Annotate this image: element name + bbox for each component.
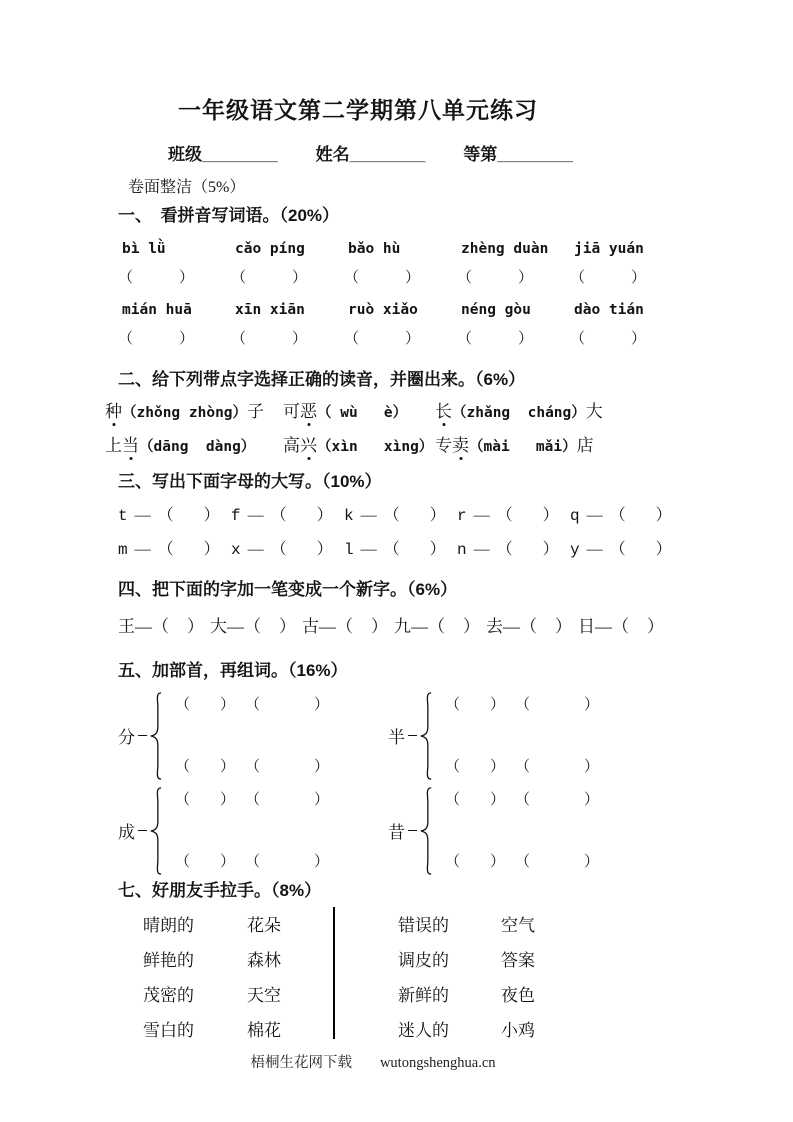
answer-bracket: （ ）: [245, 853, 330, 870]
match-pair: 晴朗的 花朵: [143, 916, 281, 935]
answer-bracket: （ ）: [344, 270, 421, 286]
dash: —: [319, 617, 336, 636]
answer-bracket-row-1: [118, 268, 683, 288]
answer-bracket: （ ）: [457, 270, 534, 286]
connector-line: [408, 735, 417, 737]
name-blank: ________: [349, 145, 426, 164]
pinyin-options: （mài mǎi）: [469, 439, 577, 455]
dotted-char: 当: [122, 436, 139, 455]
curly-brace: [148, 785, 163, 877]
dash: —: [247, 541, 264, 558]
letter-item: l — （ ）: [344, 541, 446, 559]
answer-bracket: （ ）: [520, 617, 572, 636]
matching-left-column: [143, 906, 333, 1046]
add-stroke-item: 古—（ ）: [302, 617, 388, 636]
grade-field: [463, 144, 573, 166]
match-pair: 新鲜的 夜色: [398, 986, 535, 1005]
pinyin-word: mián huā: [122, 302, 192, 318]
add-stroke-item: 王—（ ）: [118, 617, 204, 636]
match-pair: 迷人的 小鸡: [398, 1021, 535, 1040]
dotted-char: 卖: [452, 436, 469, 455]
pinyin-word: néng gòu: [461, 302, 531, 318]
answer-bracket: （ ）: [570, 331, 647, 347]
header-fields: [118, 144, 623, 166]
answer-bracket: （ ）: [245, 758, 330, 775]
pinyin-word: xīn xiān: [235, 302, 305, 318]
dash: —: [134, 507, 151, 524]
phonetic-choice-row-1: [105, 400, 683, 425]
answer-bracket: （ ）: [231, 331, 308, 347]
answer-bracket: （ ）: [175, 853, 236, 870]
page-footer: [118, 1054, 628, 1073]
curly-brace: [418, 690, 433, 782]
answer-bracket: （ ）: [152, 617, 204, 636]
grade-blank: ________: [497, 145, 573, 164]
match-pair: 错误的 空气: [398, 916, 535, 935]
dash: —: [473, 541, 490, 558]
dash: —: [411, 617, 428, 636]
add-stroke-item: 九—（ ）: [394, 617, 480, 636]
answer-bracket: （ ）: [157, 507, 220, 524]
matching-right-column: [398, 906, 535, 1046]
radical-row-1: [118, 688, 683, 783]
phonetic-choice-item: 可恶（ wù è）: [283, 402, 408, 421]
curly-brace: [418, 785, 433, 877]
answer-bracket: （ ）: [157, 541, 220, 558]
answer-bracket: （ ）: [270, 541, 333, 558]
pinyin-row-1: [118, 240, 683, 259]
pinyin-options: （ wù è）: [317, 405, 408, 421]
answer-bracket: （ ）: [244, 617, 296, 636]
dash: —: [134, 541, 151, 558]
section-4-heading: 四、把下面的字加一笔变成一个新字。（6%）: [118, 580, 458, 599]
answer-bracket: （ ）: [445, 853, 506, 870]
letter-item: f — （ ）: [231, 507, 333, 525]
answer-bracket: （ ）: [231, 270, 308, 286]
dotted-char: 种: [105, 402, 122, 421]
answer-bracket: （ ）: [457, 331, 534, 347]
match-pair: 调皮的 答案: [398, 951, 535, 970]
answer-bracket: （ ）: [175, 696, 236, 713]
letter-item: y — （ ）: [570, 541, 672, 559]
dash: —: [360, 507, 377, 524]
answer-bracket: （ ）: [428, 617, 480, 636]
name-label: 姓名: [315, 145, 350, 164]
radical-group-cheng: [118, 785, 388, 877]
phonetic-choice-item: 上当（dāng dàng）: [105, 436, 256, 455]
pinyin-word: ruò xiǎo: [348, 302, 418, 318]
phonetic-choice-row-2: [105, 434, 683, 459]
answer-bracket: （ ）: [175, 758, 236, 775]
add-stroke-item: 去—（ ）: [486, 617, 572, 636]
answer-bracket: （ ）: [383, 541, 446, 558]
radical-group-fen: [118, 690, 388, 782]
letter-item: r — （ ）: [457, 507, 559, 525]
phonetic-choice-item: 长（zhǎng cháng）大: [435, 402, 603, 421]
answer-bracket: （ ）: [245, 696, 330, 713]
answer-bracket: （ ）: [496, 541, 559, 558]
match-pair: 雪白的 棉花: [143, 1021, 281, 1040]
add-stroke-item: 大—（ ）: [210, 617, 296, 636]
dash: —: [135, 617, 152, 636]
answer-bracket: （ ）: [515, 853, 600, 870]
dash: —: [360, 541, 377, 558]
neatness-note: 卷面整洁（5%）: [128, 179, 246, 196]
answer-bracket: （ ）: [570, 270, 647, 286]
footer-url: wutongshenghua.cn: [379, 1055, 496, 1071]
pinyin-options: （zhǒng zhòng）: [122, 405, 248, 421]
name-field: [316, 144, 426, 166]
section-2-heading: 二、给下列带点字选择正确的读音，并圈出来。（6%）: [118, 370, 526, 389]
answer-bracket: （ ）: [612, 617, 664, 636]
letter-item: t — （ ）: [118, 507, 220, 525]
pinyin-word: bì lǜ: [122, 241, 166, 257]
letter-item: q — （ ）: [570, 507, 672, 525]
base-char: 昔: [388, 823, 405, 842]
page-title: 一年级语文第二学期第八单元练习: [178, 98, 538, 123]
grade-label: 等第: [463, 145, 498, 164]
add-stroke-item: 日—（ ）: [578, 617, 664, 636]
letter-item: m — （ ）: [118, 541, 220, 559]
answer-bracket: （ ）: [445, 696, 506, 713]
answer-bracket: （ ）: [609, 507, 672, 524]
answer-bracket: （ ）: [496, 507, 559, 524]
answer-bracket: （ ）: [118, 270, 195, 286]
pinyin-word: jiā yuán: [574, 241, 644, 257]
class-label: 班级: [168, 145, 203, 164]
connector-line: [408, 830, 417, 832]
dash: —: [247, 507, 264, 524]
pinyin-word: cǎo píng: [235, 241, 305, 257]
dash: —: [586, 507, 603, 524]
letters-row-1: [118, 505, 683, 527]
letters-row-2: [118, 539, 683, 561]
base-char: 半: [388, 728, 405, 747]
base-char: 分: [118, 728, 135, 747]
match-pair: 鲜艳的 森林: [143, 951, 281, 970]
curly-brace: [148, 690, 163, 782]
dash: —: [227, 617, 244, 636]
pinyin-row-2: [118, 301, 683, 320]
dash: —: [586, 541, 603, 558]
dotted-char: 长: [435, 402, 452, 421]
answer-bracket: （ ）: [515, 696, 600, 713]
answer-bracket-row-2: [118, 329, 683, 349]
answer-bracket: （ ）: [118, 331, 195, 347]
answer-bracket: （ ）: [445, 758, 506, 775]
section-1-heading: 一、 看拼音写词语。（20%）: [118, 206, 340, 225]
radical-group-ban: [388, 690, 599, 782]
dotted-char: 兴: [300, 436, 317, 455]
dash: —: [473, 507, 490, 524]
letter-item: n — （ ）: [457, 541, 559, 559]
phonetic-choice-item: 专卖（mài mǎi）店: [435, 436, 594, 455]
radical-group-xi: [388, 785, 599, 877]
class-blank: ________: [202, 145, 278, 164]
column-divider: [333, 907, 335, 1039]
dotted-char: 恶: [300, 402, 317, 421]
connector-line: [138, 830, 147, 832]
letter-item: k — （ ）: [344, 507, 446, 525]
radical-row-2: [118, 783, 683, 878]
letter-item: x — （ ）: [231, 541, 333, 559]
pinyin-word: dào tián: [574, 302, 644, 318]
answer-bracket: （ ）: [515, 758, 600, 775]
footer-site-name: 梧桐生花网下载: [250, 1055, 352, 1071]
add-stroke-row: [118, 616, 683, 638]
dash: —: [503, 617, 520, 636]
answer-bracket: （ ）: [175, 791, 236, 808]
class-field: [168, 144, 278, 166]
dash: —: [595, 617, 612, 636]
answer-bracket: （ ）: [445, 791, 506, 808]
section-3-heading: 三、写出下面字母的大写。（10%）: [118, 472, 382, 491]
answer-bracket: （ ）: [245, 791, 330, 808]
match-pair: 茂密的 天空: [143, 986, 281, 1005]
pinyin-options: （zhǎng cháng）: [452, 405, 586, 421]
base-char: 成: [118, 823, 135, 842]
pinyin-word: bǎo hù: [348, 241, 401, 257]
answer-bracket: （ ）: [270, 507, 333, 524]
answer-bracket: （ ）: [344, 331, 421, 347]
answer-bracket: （ ）: [609, 541, 672, 558]
pinyin-word: zhèng duàn: [461, 241, 549, 257]
phonetic-choice-item: 种（zhǒng zhòng）子: [105, 402, 265, 421]
section-7-heading: 七、好朋友手拉手。（8%）: [118, 881, 322, 900]
connector-line: [138, 735, 147, 737]
answer-bracket: （ ）: [336, 617, 388, 636]
answer-bracket: （ ）: [383, 507, 446, 524]
phonetic-choice-item: 高兴（xìn xìng）: [283, 436, 434, 455]
pinyin-options: （xìn xìng）: [317, 439, 434, 455]
matching-exercise: [118, 906, 683, 1046]
answer-bracket: （ ）: [515, 791, 600, 808]
section-5-heading: 五、加部首，再组词。（16%）: [118, 661, 348, 680]
pinyin-options: （dāng dàng）: [139, 439, 256, 455]
